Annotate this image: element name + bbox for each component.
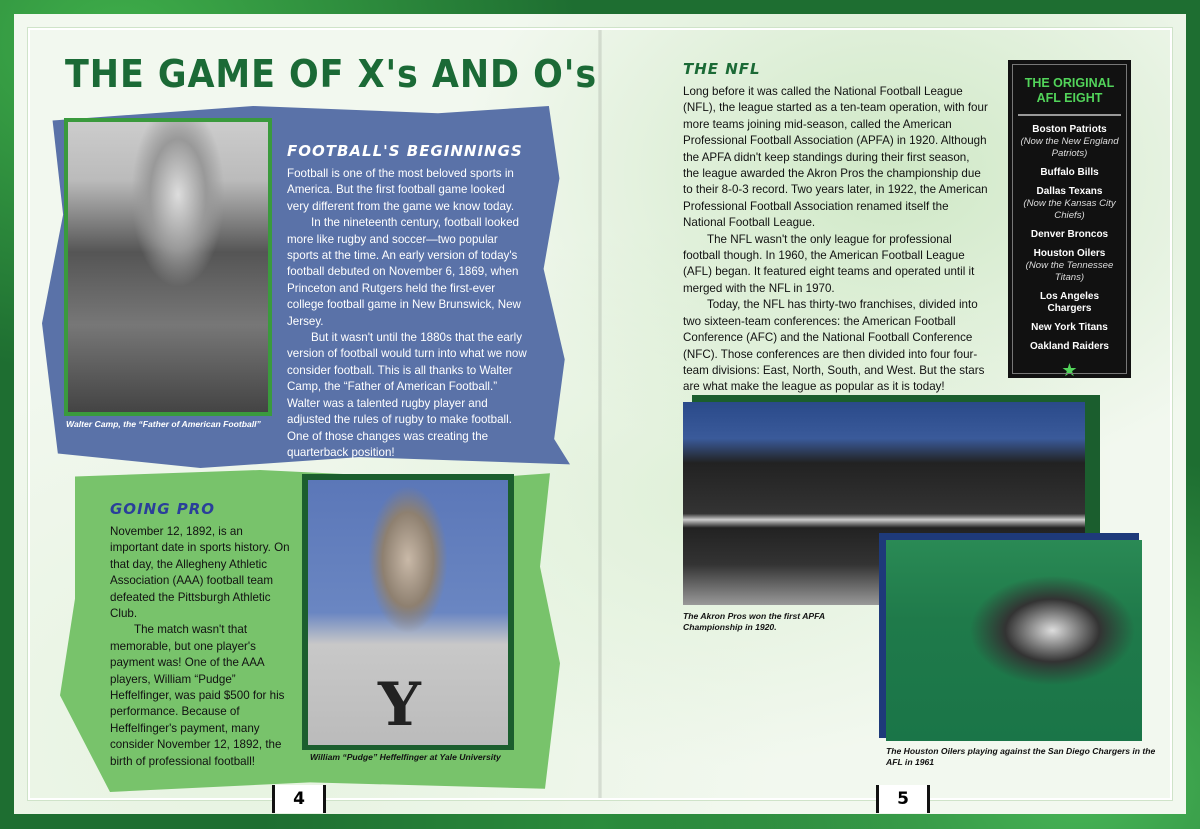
team-list [1018, 124, 1121, 353]
team-item [1018, 291, 1121, 315]
going-pro-text [110, 524, 290, 770]
team-item [1018, 341, 1121, 353]
team-item [1018, 322, 1121, 334]
beginnings-heading: FOOTBALL'S BEGINNINGS [287, 142, 523, 160]
team-note: (Now the Tennessee Titans) [1025, 260, 1114, 283]
paragraph: Today, the NFL has thirty-two franchises, divided into two sixteen-team conferences: the American Football Conference (AFC) and the National Football Conference (NFC). Those conferences are then divided into four four-team divisions: East, North, South, and West. But the stars are what make the league as popular as it is today! [683, 298, 985, 394]
team-name: Denver Broncos [1030, 229, 1109, 240]
page-number-right: 5 [876, 785, 930, 813]
team-name: New York Titans [1031, 322, 1108, 333]
paragraph: November 12, 1892, is an important date in sports history. On that day, the Allegheny Athletic Association (AAA) football team defeated the Pittsburgh Athletic Club. [110, 525, 290, 621]
paragraph: In the nineteenth century, football looked more like rugby and soccer—two popular sports at the time. An early version of today's football debuted on November 6, 1869, when Princeton and Rutgers held the first-ever college football game in New Brunswick, New Jersey. [287, 216, 521, 328]
pudge-heffelfinger-photo [308, 480, 508, 745]
team-item [1018, 124, 1121, 160]
paragraph: Long before it was called the National Football League (NFL), the league started as a ten-team operation, with four more teams joining mid-season, called the American Professional Football Association (APFA) in 1920. Although the APFA didn't keep standings during their first season, the league awarded the Akron Pros the championship due to their 8-0-3 record. Two years later, in 1922, the American Professional Football Association renamed itself the National Football League. [683, 85, 988, 230]
team-name: Houston Oilers [1033, 248, 1106, 259]
houston-caption: The Houston Oilers playing against the San Diego Chargers in the AFL in 1961 [886, 746, 1156, 767]
houston-oilers-photo [886, 540, 1142, 741]
team-name: Buffalo Bills [1040, 167, 1099, 178]
akron-caption: The Akron Pros won the first APFA Championship in 1920. [683, 611, 825, 632]
going-pro-heading: GOING PRO [110, 500, 216, 518]
team-name: Boston Patriots [1032, 124, 1107, 135]
afl-eight-sidebar [1008, 60, 1131, 378]
spine-gutter [598, 30, 602, 798]
yale-letter-y: Y [378, 670, 421, 740]
walter-camp-photo [68, 122, 268, 412]
paragraph: But it wasn't until the 1880s that the early version of football would turn into what we now consider football. This is all thanks to Walter Camp, the “Father of American Football.” Walter was a talented rugby player and adjusted the rules of rugby to make football. One of those changes was creating the quarterback position! [287, 331, 527, 459]
sidebar-heading: THE ORIGINAL AFL EIGHT [1018, 76, 1121, 116]
team-item [1018, 248, 1121, 284]
page-title: THE GAME OF X's AND O's [65, 52, 598, 96]
nfl-heading: THE NFL [683, 60, 761, 78]
paragraph: The NFL wasn't the only league for professional football though. In 1960, the American Football League (AFL) began. It featured eight teams and operated until it merged with the NFL in 1970. [683, 232, 975, 295]
team-name: Oakland Raiders [1030, 341, 1109, 352]
page-number-left: 4 [272, 785, 326, 813]
paragraph: Football is one of the most beloved sports in America. But the first football game looked very different from the game we know today. [287, 167, 515, 213]
star-icon: ★ [1061, 360, 1078, 380]
team-name: Los Angeles Chargers [1039, 291, 1100, 314]
team-item [1018, 167, 1121, 179]
pudge-caption: William “Pudge” Heffelfinger at Yale University [310, 752, 501, 762]
team-item [1018, 186, 1121, 222]
team-note: (Now the Kansas City Chiefs) [1023, 198, 1116, 221]
team-note: (Now the New England Patriots) [1020, 136, 1119, 159]
walter-camp-caption: Walter Camp, the “Father of American Football” [66, 419, 261, 429]
nfl-text [683, 84, 988, 396]
beginnings-text [287, 166, 527, 461]
team-name: Dallas Texans [1036, 186, 1103, 197]
paragraph: The match wasn't that memorable, but one player's payment was! One of the AAA players, William “Pudge” Heffelfinger, was paid $500 for his performance. Because of Heffelfinger's payment, many consider November 12, 1892, the birth of professional football! [110, 623, 285, 768]
team-item [1018, 229, 1121, 241]
